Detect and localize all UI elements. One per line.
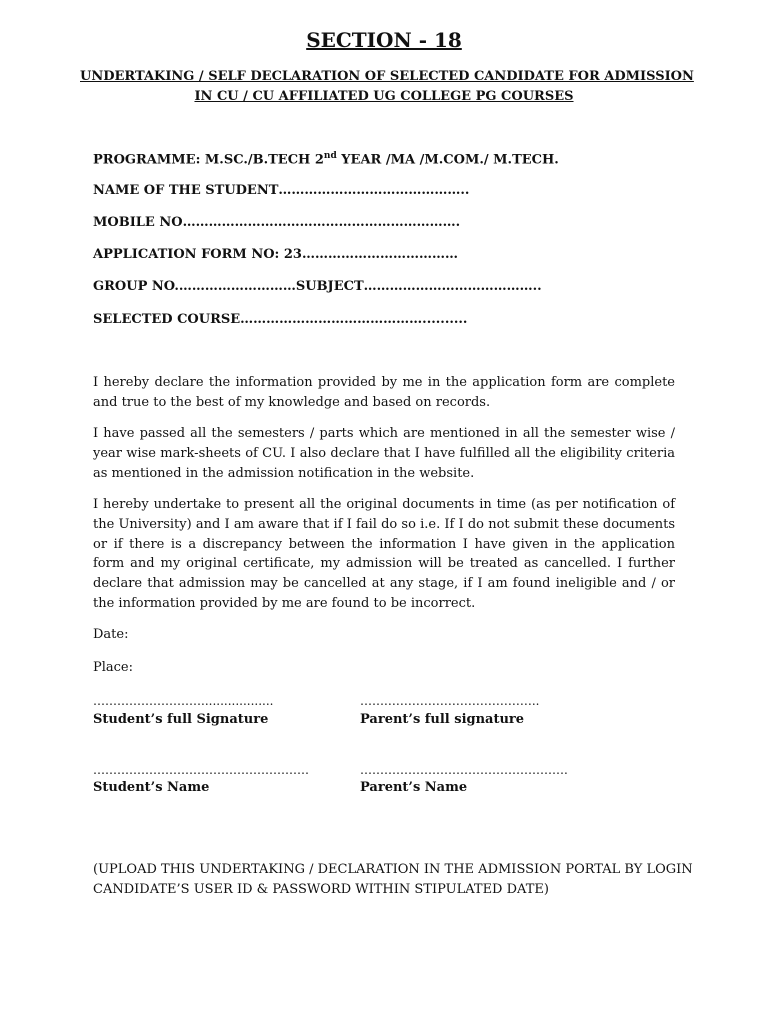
parent-signature-label: Parent’s full signature <box>360 712 525 727</box>
programme-label-post: YEAR /MA /M.COM./ M.TECH. <box>336 152 559 168</box>
group-subject-field: GROUP NO.………………………SUBJECT………………………………….. <box>93 279 542 294</box>
parent-signature-line: …….……………………………….. <box>360 694 540 708</box>
student-name-field: NAME OF THE STUDENT…………………………………….. <box>93 183 470 198</box>
declaration-paragraph-1: I hereby declare the information provided by me in the application form are complete and true to the best of my knowledge and based on records. <box>93 375 675 410</box>
document-subtitle-line2: IN CU / CU AFFILIATED UG COLLEGE PG COURSES <box>194 89 574 104</box>
declaration-paragraph-3: I hereby undertake to present all the original documents in time (as per notification of the University) and I am aware that if I fail do so i.e. If I do not submit these documents or if there is a discrepancy between the information I have given in the application form and my original certificate, my admission will be treated as cancelled. I further declare that admission may be cancelled at any stage, if I am found ineligible and / or the information provided by me are found to be incorrect. <box>93 497 675 611</box>
mobile-number-field: MOBILE NO………………………………………………………. <box>93 215 461 230</box>
parent-name-label: Parent’s Name <box>360 780 468 795</box>
declaration-paragraph-2: I have passed all the semesters / parts which are mentioned in all the semester wise / year wise mark-sheets of CU. I also declare that I have fulfilled all the eligibility criteria as mentioned in the admission notification in the website. <box>93 426 675 481</box>
programme-field <box>93 151 559 167</box>
application-form-field: APPLICATION FORM NO: 23……………………………… <box>93 247 458 262</box>
programme-label-pre: PROGRAMME: M.SC./B.TECH 2 <box>93 152 324 168</box>
document-subtitle-line1: UNDERTAKING / SELF DECLARATION OF SELECTED CANDIDATE FOR ADMISSION <box>80 69 694 84</box>
student-name-line: ……………………………………………… <box>93 763 309 777</box>
student-name-label: Student’s Name <box>93 780 210 795</box>
date-label: Date: <box>93 627 129 642</box>
parent-name-line: ……………………………………………. <box>360 763 568 777</box>
student-signature-label: Student’s full Signature <box>93 712 269 727</box>
student-signature-line: ………………………................... <box>93 694 274 708</box>
place-label: Place: <box>93 660 134 675</box>
upload-instruction-note: (UPLOAD THIS UNDERTAKING / DECLARATION IN THE ADMISSION PORTAL BY LOGIN CANDIDATE’S USER ID & PASSWORD WITHIN STIPULATED DATE) <box>93 862 693 897</box>
programme-label-sup: nd <box>323 151 337 161</box>
section-title: SECTION - 18 <box>306 28 462 52</box>
selected-course-field: SELECTED COURSE…………………………………….......... <box>93 312 468 327</box>
